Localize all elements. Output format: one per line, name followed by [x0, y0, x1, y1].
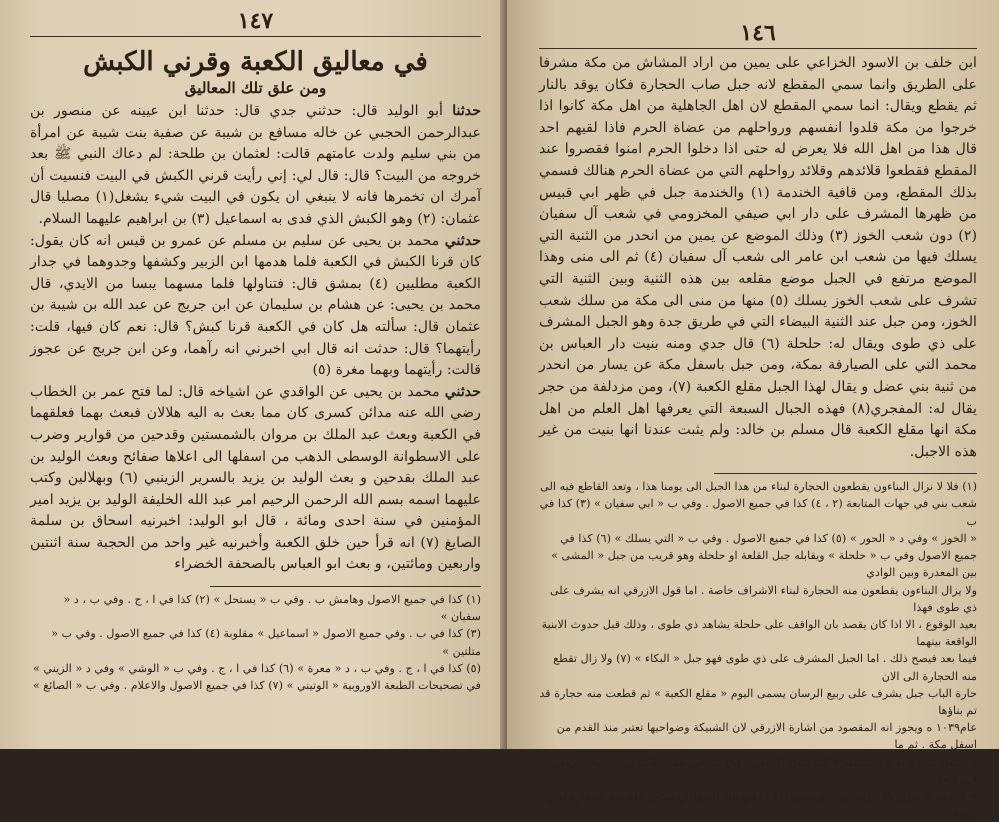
left-page [0, 0, 507, 749]
right-page [507, 0, 999, 821]
footnote: حارة الباب جبل يشرف على ربيع الرسان يسمى اليوم « مقلع الكعبة » ثم قطعت منه حجارة قد تم بناؤها [539, 686, 977, 717]
footnote: في تصحيحات الطبعة الاوروبية « الوتيني » (٧) كذا في جميع الاصول والاعلام . وفي ب « الصائغ » [32, 679, 481, 693]
paragraph-text: أبو الوليد قال: حدثني جدي قال: حدثنا ابن عيينه عن منصور بن عبدالرحمن الحجبي عن خاله مسافع بن شيبة عن صفية بنت شيبة عن امرأة من بني سليم ولدت عامتهم قالت: لعثمان بن طلحة: لم دعاك النبي ﷺ بعد خروجه من البيت؟ قال: قال لي: إني رأيت قرني الكبش في البيت فنسيت أن آمرك ان تخمرها فانه لا ينبغي ان يكون في البيت شيء يشغل(١) مصليا قال عثمان: (٢) وهو الكبش الذي فدى به اسماعيل (٣) بن ابراهيم عليهما السلام. [30, 103, 482, 227]
paragraph [539, 53, 977, 463]
footnotes [539, 478, 977, 822]
footnote-rule [210, 586, 481, 587]
footnote: « المفجر » بدون ياء . وهو بين منى ومزدلفة . وفي تلك الضواحي مكان تقلع منه الحجارة لبني زبيدة . [546, 789, 977, 821]
footnotes [30, 591, 481, 694]
footnote: عام١٠٣٩ ه ويجوز انه المقصود من اشارة الازرقي لان الشبيكة وضواحيها تعتبر منذ القدم من اسفل مكة . ثم ما [556, 721, 977, 752]
header-rule [539, 48, 977, 49]
chapter-title: في معاليق الكعبة وقرني الكبش [83, 47, 428, 77]
paragraph [30, 382, 481, 576]
paragraph-lead: حدثنا [452, 103, 481, 119]
paragraph-text: محمد بن يحيى عن سليم بن مسلم عن عمرو بن قيس انه كان يقول: كان قرنا الكبش في الكعبة فلما هدمها ابن الزبير وكشفها وجدوهما في جدار الكعبة مطليين (٤) بمشق قال: فتناولها فلما مسهما يبسا من الايدي، قال محمد بن يحيى: عن هشام بن سليمان عن ابن جريج عن عبد الله بن شيبة بن عثمان قال: سألته هل كان في الكعبة قرنا كبش؟ قال: نعم كان فيها، قلت: رأيتهما؟ قال: حدثت انه قال ابي اخبرني انه رآهما، وعن ابن جريج عن عجوز قالت: رأيتهما وبهما مغرة (٥) [30, 232, 481, 379]
footnote: « الخوز » وفي د « الحور » (٥) كذا في جميع الاصول . وفي ب « التي يسلك » (٦) كذا في جميع الاصول وفي ب « حلحلة » ويقابله جبل القلعة او حلحلة وهو قريب من جبل « المشى » بين المعدرة وبين الوادي [551, 531, 977, 580]
chapter-subtitle: ومن علق تلك المعاليق [184, 79, 327, 97]
footnote: « اسفل مكة » او « المسفلة » كما يقول الاهلون . (٨) كذا في جميع الاصول . لذا والمعروف في اللغة [553, 755, 977, 786]
page-number: ١٤٧ [237, 8, 274, 34]
footnote: بعيد الوقوع ، الا اذا كان يقصد بان الواقف على حلحلة يشاهد ذي طوى ، وذلك قبل حدوث الابنية الواقعة بينهما [541, 617, 977, 649]
footnote: (٣) كذا في ب . وفي جميع الاصول « اسماعيل » مقلوبة (٤) كذا في جميع الاصول . وفي ب « متلتين » [51, 627, 481, 658]
footnote: (١) فلا لا نزال البناءون يقطعون الحجارة لبناء من هذا الجبل الى يومنا هذا ، وتعد القاطع فيه الى شعب بني في جهات المتابعة (٢ ، ٤) كذا في جميع الاصول . وفي ب « ابي سفيان » (٣) كذا في ب [539, 480, 977, 528]
footnote: (١) كذا في جميع الاصول وهامش ب . وفي ب « يستحل » (٢) كذا في ا ، ج . وفي ب ، د « سفيان » [63, 593, 481, 624]
paragraph-text: ابن خلف بن الاسود الخزاعي على يمين من اراد المشاش من مكة مشرفا على الطريق وانما سمي المقطع لانه جبل صاب الحجارة فكان يوقد بالنار ثم يقطع ويقال: انما سمي المقطع لان اهل الجاهلية من اهل مكة كانوا اذا خرجوا من مكة قلدوا انفسهم ورواحلهم من عضاة الحرم فاذا لقيهم احد قال هذا من اهل الله فلا يعرض له حتى اذا دخلوا الحرم امنوا فقصروا عند المقطع فقطعوا قلائدهم وقلائد رواحلهم التي من عضاة الحرم هنالك فسمي بذلك المقطع، ومن قافية الخندمة (١) والخندمة جبل في ظهر ابي قبيس من ظهرها المشرف على دار ابي صيفي المخزومي في شعب آل سفيان (٢) دون شعب الخوز (٣) وذلك الموضع عن يمين من انحدر من الثنية التي يسلك فيها من شعب ابن عامر الى شعب آل سفيان (٤) ثم الى منى وهذا الموضع مرتفع في الجبل موضع مقلعه بين هذه الثنية وبين الثنية التي تشرف على شعب الخوز يسلك (٥) منها من منى الى مكة من سلك شعب الخوز، ومن جبل عند الثنية البيضاء التي في طريق جدة وهو الجبل المشرف على ذي طوى ويقال له: حلحلة (٦) قال جدي ومنه بنيت دار العباس بن محمد التي على الصيارفة بمكة، ومن جبل باسفل مكة عن يسار من انحدر من ثنية بني عضل و يقال لهذا الجبل مقلع الكعبة (٧)، ومن مزدلفة من حجر يقال له: المفجري(٨) فهذه الجبال السبعة التي يعرفها اهل العلم من اهل مكة انها مقلع الكعبة قال مسلم بن خالد: ولم يثبت عندنا انها بنيت من غير هذه الاجبل. [539, 55, 977, 460]
paragraph [30, 231, 481, 382]
footnote: فيما بعد فيصح ذلك . اما الجبل المشرف على ذي طوى فهو جبل « البكاء » (٧) ولا زال تقطع منه الحجارة الى الان [553, 652, 977, 683]
footnote: ولا يزال البناءون يقطعون منه الحجارة لبناء الاشراف خاصة . اما قول الازرقي انه يشرف على ذي طوى فهذا [549, 583, 977, 614]
footnote-rule [714, 473, 977, 474]
paragraph-lead: حدثني [444, 232, 481, 249]
paragraph-text: محمد بن يحيى عن الواقدي عن اشياخه قال: لما فتح عمر بن الخطاب رضي الله عنه مدائن كسرى كان مما بعث به اليه هلالان فبعث بهما فعلقهما في الكعبة وبعث عبد الملك بن مروان بالشمستين وقدحين من قوارير وضرب على الاسطوانة الوسطى الذهب من اسفلها الى اعلاها صفائح وبعث الوليد بن عبد الملك بقدحين و بعث الوليد بن يزيد بالسرير الزينبي (٦) وبهلالين وكتب عليهما اسمه بسم الله الرحمن الرحيم امر عبد الله الخليفة الوليد بن يزيد امير المؤمنين في سنة احدى ومائة ، قال ابو الوليد: اخبرنيه اسحاق بن سلمة الصايغ (٧) انه قرأ حين خلق الكعبة وأخبرنيه غير واحد من الحجبة سنة اثنتين واربعين ومائتين، و بعث ابو العباس بالصحفة الخضراء [30, 383, 481, 573]
page-number: ١٤٦ [740, 20, 776, 46]
paragraph-lead: حدثني [444, 383, 481, 400]
footnote: (٥) كذا في ا ، ج . وفي ب ، د « معرة » (٦) كذا في ا ، ج . وفي ب « الوشي » وفي د « الزيني » [32, 661, 481, 675]
paragraph [30, 101, 481, 231]
header-rule [30, 36, 481, 37]
